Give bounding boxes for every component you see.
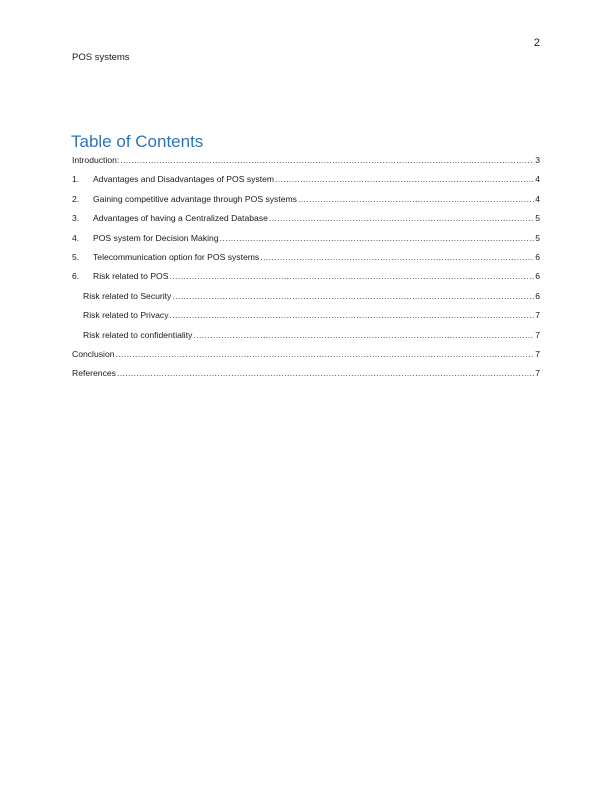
toc-title: Table of Contents — [71, 132, 204, 151]
toc-entry-title: Conclusion — [72, 348, 115, 359]
toc-entry-number: 6. — [72, 271, 80, 282]
toc-entry[interactable] — [72, 212, 540, 224]
toc-entry[interactable] — [72, 309, 540, 321]
toc-entry-title: Introduction: — [72, 155, 120, 165]
toc-entry[interactable] — [72, 251, 540, 263]
toc-entry-page: 6 — [535, 290, 540, 301]
toc-entry[interactable] — [72, 154, 540, 166]
toc-entry[interactable] — [72, 329, 540, 341]
toc-entry-title: Gaining competitive advantage through POS systems — [93, 193, 297, 204]
toc-entry-title: Risk related to confidentiality — [83, 329, 193, 340]
toc-entry-page: 3 — [535, 155, 540, 165]
toc-entry-page: 4 — [535, 193, 540, 204]
toc-entry-number: 4. — [72, 232, 80, 243]
toc-entry-number: 3. — [72, 213, 80, 224]
toc-entry[interactable] — [72, 290, 540, 302]
toc-entry-title: Risk related to Security — [83, 290, 172, 301]
toc-dot-leader — [260, 251, 534, 263]
toc-entry-title: Advantages of having a Centralized Database — [93, 213, 268, 224]
toc-entry-number: 5. — [72, 251, 80, 262]
toc-entry-title: Telecommunication option for POS systems — [93, 251, 260, 262]
toc-entry[interactable] — [72, 348, 540, 360]
toc-entry[interactable] — [72, 270, 540, 282]
toc-entry-number: 2. — [72, 193, 80, 204]
toc-entry-page: 6 — [535, 271, 540, 282]
toc-dot-leader — [269, 212, 534, 224]
toc-entry[interactable] — [72, 232, 540, 244]
toc-entry[interactable] — [72, 173, 540, 185]
toc-dot-leader — [172, 290, 534, 302]
toc-entry-page: 5 — [535, 213, 540, 224]
toc-entry-page: 6 — [535, 251, 540, 262]
toc-entry-title: References — [72, 368, 116, 379]
toc-dot-leader — [116, 348, 535, 360]
toc-dot-leader — [298, 193, 534, 205]
toc-dot-leader — [220, 232, 535, 244]
toc-dot-leader — [193, 329, 534, 341]
toc-list — [72, 154, 540, 387]
toc-entry-page: 4 — [535, 174, 540, 185]
toc-dot-leader — [275, 173, 534, 185]
toc-entry[interactable] — [72, 193, 540, 205]
toc-dot-leader — [169, 270, 534, 282]
toc-entry-title: Advantages and Disadvantages of POS system — [93, 174, 275, 185]
toc-dot-leader — [117, 367, 534, 379]
toc-entry-number: 1. — [72, 174, 80, 185]
toc-entry-page: 7 — [535, 329, 540, 340]
toc-dot-leader — [170, 309, 535, 321]
toc-dot-leader — [120, 154, 534, 166]
running-head: POS systems — [72, 52, 130, 63]
toc-entry-title: POS system for Decision Making — [93, 232, 219, 243]
toc-entry-page: 5 — [535, 232, 540, 243]
toc-entry-page: 7 — [535, 310, 540, 321]
toc-entry[interactable] — [72, 367, 540, 379]
toc-entry-page: 7 — [535, 368, 540, 379]
toc-entry-title: Risk related to Privacy — [83, 310, 169, 321]
toc-entry-title: Risk related to POS — [93, 271, 169, 282]
page-number: 2 — [533, 37, 540, 49]
toc-entry-page: 7 — [535, 348, 540, 359]
